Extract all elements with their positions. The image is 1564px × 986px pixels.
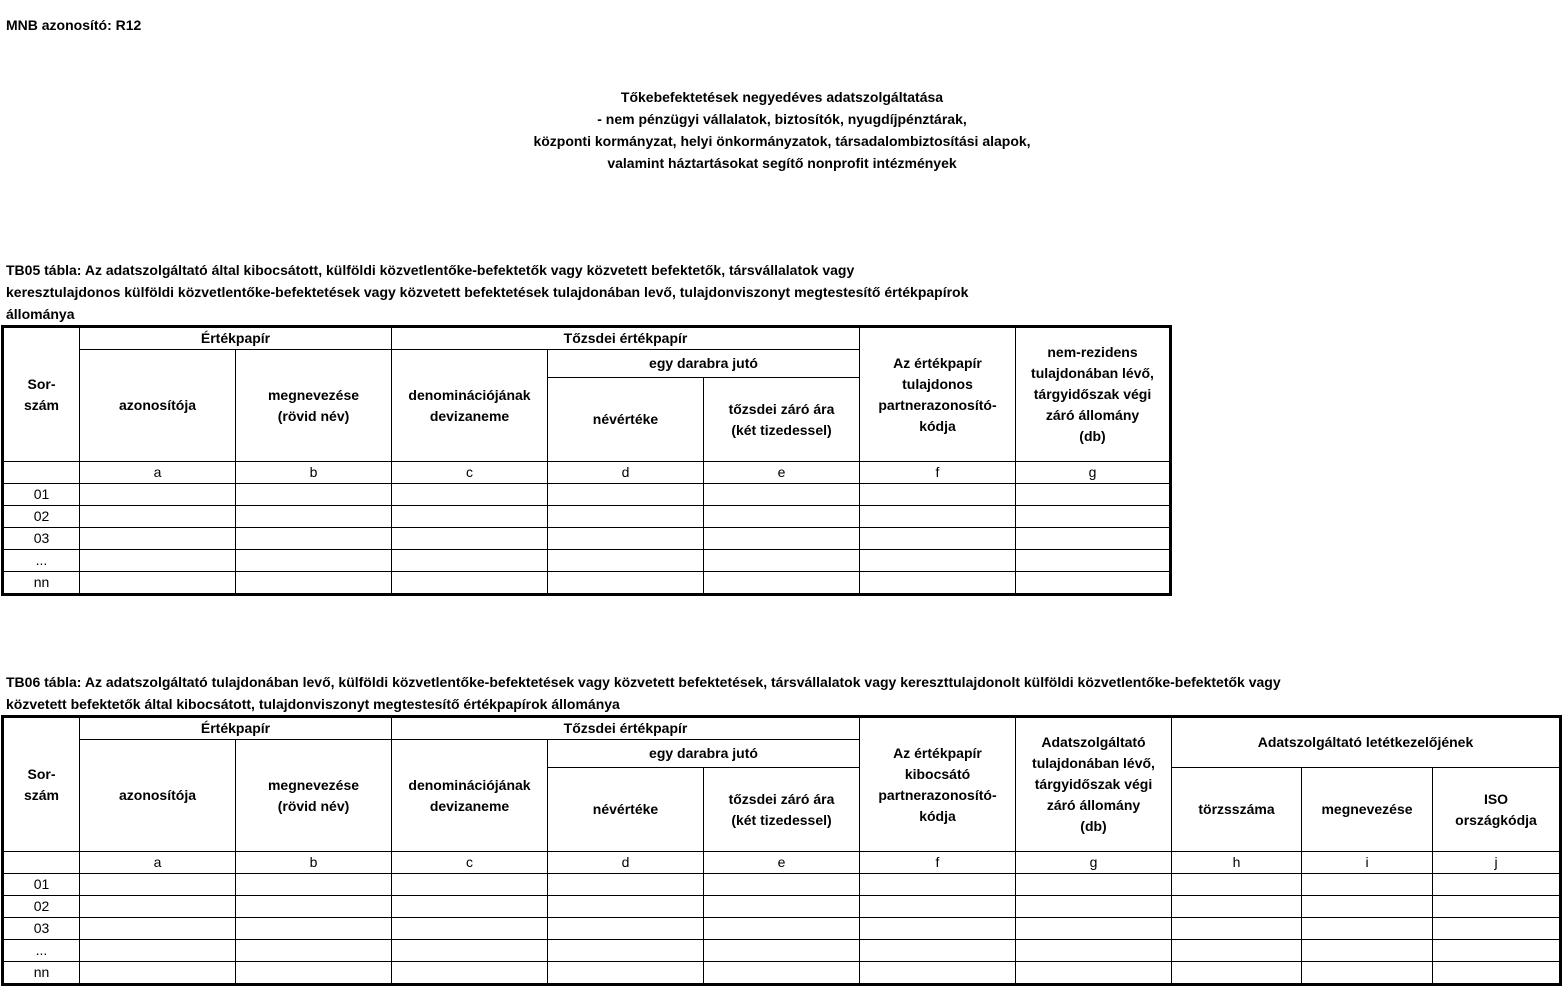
data-cell[interactable]: [236, 550, 392, 572]
letter-cell: g: [1016, 852, 1172, 874]
data-cell[interactable]: [860, 896, 1016, 918]
megnevezese-header: megnevezése (rövid név): [236, 350, 392, 462]
table-row: [3, 572, 1171, 595]
letter-cell: i: [1302, 852, 1433, 874]
row-number: 03: [3, 918, 80, 940]
nevertek-header: névértéke: [548, 768, 704, 852]
data-cell[interactable]: [860, 528, 1016, 550]
data-cell[interactable]: [1302, 874, 1433, 896]
data-cell[interactable]: [1016, 572, 1171, 595]
letter-cell: b: [236, 462, 392, 484]
custodian-header: Adatszolgáltató letétkezelőjének: [1172, 717, 1561, 768]
data-cell[interactable]: [548, 550, 704, 572]
data-cell[interactable]: [860, 572, 1016, 595]
data-cell[interactable]: [80, 528, 236, 550]
egy-darabra-header: egy darabra jutó: [548, 740, 860, 768]
data-cell[interactable]: [392, 940, 548, 962]
row-number: 01: [3, 874, 80, 896]
table-row: [3, 896, 1561, 918]
table-row: [3, 528, 1171, 550]
data-cell[interactable]: [1172, 940, 1302, 962]
data-cell[interactable]: [704, 550, 860, 572]
zaro-ar-header: tőzsdei záró ára (két tizedessel): [704, 378, 860, 462]
row-number: ...: [3, 550, 80, 572]
row-number: ...: [3, 940, 80, 962]
sorszam-header: Sor- szám: [3, 327, 80, 462]
data-cell[interactable]: [1433, 962, 1561, 985]
data-cell[interactable]: [704, 896, 860, 918]
letter-row: [3, 852, 1561, 874]
data-cell[interactable]: [236, 896, 392, 918]
data-cell[interactable]: [392, 550, 548, 572]
data-cell[interactable]: [236, 874, 392, 896]
caption-line: állománya: [6, 306, 75, 322]
egy-darabra-header: egy darabra jutó: [548, 350, 860, 378]
table-row: [3, 874, 1561, 896]
letter-cell: c: [392, 462, 548, 484]
letter-cell: h: [1172, 852, 1302, 874]
data-cell[interactable]: [1302, 896, 1433, 918]
table-row: [3, 484, 1171, 506]
data-cell[interactable]: [80, 506, 236, 528]
title-line: valamint háztartásokat segítő nonprofit intézmények: [607, 155, 957, 171]
data-cell[interactable]: [1302, 962, 1433, 985]
data-cell[interactable]: [860, 506, 1016, 528]
data-cell[interactable]: [860, 962, 1016, 985]
data-cell[interactable]: [392, 506, 548, 528]
data-cell[interactable]: [704, 874, 860, 896]
row-number: nn: [3, 572, 80, 595]
data-cell[interactable]: [1016, 940, 1172, 962]
data-cell[interactable]: [80, 874, 236, 896]
letter-cell: a: [80, 852, 236, 874]
caption-line: TB06 tábla: Az adatszolgáltató tulajdonában levő, külföldi közvetlentőke-befektetések vagy közvetett befektetések, társvállalatok vagy kereszttulajdonolt külföldi közvetlentőke-befektetők vagy: [6, 674, 1281, 690]
data-cell[interactable]: [860, 550, 1016, 572]
caption-line: keresztulajdonos külföldi közvetlentőke-befektetések vagy közvetett befektetések tulajdonában levő, tulajdonviszonyt megtestesítő értékpapírok: [6, 284, 969, 300]
title-line: Tőkebefektetések negyedéves adatszolgáltatása: [620, 89, 944, 105]
data-cell[interactable]: [1433, 940, 1561, 962]
data-cell[interactable]: [1302, 940, 1433, 962]
data-cell[interactable]: [1172, 962, 1302, 985]
data-cell[interactable]: [80, 572, 236, 595]
data-cell[interactable]: [1172, 896, 1302, 918]
data-cell[interactable]: [236, 962, 392, 985]
data-cell[interactable]: [236, 528, 392, 550]
data-cell[interactable]: [548, 528, 704, 550]
data-cell[interactable]: [80, 484, 236, 506]
data-cell[interactable]: [548, 962, 704, 985]
data-cell[interactable]: [548, 506, 704, 528]
mnb-identifier: MNB azonosító: R12: [6, 17, 142, 33]
data-cell[interactable]: [704, 506, 860, 528]
letter-cell: a: [80, 462, 236, 484]
ertekpapir-header: Értékpapír: [80, 327, 392, 350]
data-cell[interactable]: [392, 572, 548, 595]
data-cell[interactable]: [860, 918, 1016, 940]
data-cell[interactable]: [704, 962, 860, 985]
row-number: 02: [3, 896, 80, 918]
letter-row: [3, 462, 1171, 484]
table-row: [3, 506, 1171, 528]
iso-header: ISO országkódja: [1433, 768, 1561, 852]
ertekpapir-header: Értékpapír: [80, 717, 392, 740]
data-cell[interactable]: [236, 506, 392, 528]
data-cell[interactable]: [704, 484, 860, 506]
denominacio-header: denominációjának devizaneme: [392, 740, 548, 852]
denominacio-header: denominációjának devizaneme: [392, 350, 548, 462]
data-cell[interactable]: [80, 896, 236, 918]
data-cell[interactable]: [1016, 896, 1172, 918]
data-cell[interactable]: [860, 874, 1016, 896]
custodian-name-header: megnevezése: [1302, 768, 1433, 852]
data-cell[interactable]: [236, 940, 392, 962]
letter-cell: d: [548, 462, 704, 484]
data-cell[interactable]: [548, 484, 704, 506]
data-cell[interactable]: [392, 918, 548, 940]
data-cell[interactable]: [236, 484, 392, 506]
data-cell[interactable]: [236, 918, 392, 940]
data-cell[interactable]: [80, 918, 236, 940]
azonositoja-header: azonosítója: [80, 350, 236, 462]
table-row: [3, 918, 1561, 940]
data-cell[interactable]: [1433, 874, 1561, 896]
data-cell[interactable]: [392, 528, 548, 550]
data-cell[interactable]: [392, 896, 548, 918]
data-cell[interactable]: [1433, 918, 1561, 940]
azonositoja-header: azonosítója: [80, 740, 236, 852]
torzsszama-header: törzsszáma: [1172, 768, 1302, 852]
letter-cell: f: [860, 852, 1016, 874]
data-cell[interactable]: [860, 484, 1016, 506]
partner-code-header: Az értékpapír kibocsátó partnerazonosító- kódja: [860, 717, 1016, 852]
letter-cell: e: [704, 462, 860, 484]
title-line: központi kormányzat, helyi önkormányzatok, társadalombiztosítási alapok,: [533, 133, 1031, 149]
table-row: [3, 940, 1561, 962]
data-cell[interactable]: [548, 874, 704, 896]
data-cell[interactable]: [548, 572, 704, 595]
nevertek-header: névértéke: [548, 378, 704, 462]
data-cell[interactable]: [548, 896, 704, 918]
data-cell[interactable]: [1172, 918, 1302, 940]
data-cell[interactable]: [1172, 874, 1302, 896]
tozsdei-header: Tőzsdei értékpapír: [392, 327, 860, 350]
data-cell[interactable]: [80, 940, 236, 962]
data-cell[interactable]: [704, 918, 860, 940]
document-title: [0, 86, 1564, 174]
data-cell[interactable]: [548, 940, 704, 962]
letter-cell: [3, 462, 80, 484]
data-cell[interactable]: [236, 572, 392, 595]
holdings-header: nem-rezidens tulajdonában lévő, tárgyidőszak végi záró állomány (db): [1016, 327, 1171, 462]
row-number: nn: [3, 962, 80, 985]
data-cell[interactable]: [1016, 506, 1171, 528]
title-line: - nem pénzügyi vállalatok, biztosítók, nyugdíjpénztárak,: [597, 111, 967, 127]
partner-code-header: Az értékpapír tulajdonos partnerazonosító- kódja: [860, 327, 1016, 462]
letter-cell: e: [704, 852, 860, 874]
table-row: [3, 550, 1171, 572]
holdings-header: Adatszolgáltató tulajdonában lévő, tárgyidőszak végi záró állomány (db): [1016, 717, 1172, 852]
letter-cell: f: [860, 462, 1016, 484]
data-cell[interactable]: [1016, 528, 1171, 550]
data-cell[interactable]: [1433, 896, 1561, 918]
tb06-table: [1, 715, 1562, 986]
table-row: [3, 962, 1561, 985]
data-cell[interactable]: [704, 940, 860, 962]
data-cell[interactable]: [548, 918, 704, 940]
row-number: 02: [3, 506, 80, 528]
row-number: 03: [3, 528, 80, 550]
data-cell[interactable]: [392, 484, 548, 506]
data-cell[interactable]: [860, 940, 1016, 962]
data-cell[interactable]: [1016, 962, 1172, 985]
data-cell[interactable]: [80, 550, 236, 572]
caption-line: közvetett befektetők által kibocsátott, tulajdonviszonyt megtestesítő értékpapírok állománya: [6, 696, 620, 712]
tb05-caption: [6, 259, 1176, 325]
data-cell[interactable]: [1016, 484, 1171, 506]
row-number: 01: [3, 484, 80, 506]
tb06-caption: [6, 671, 1556, 715]
tb05-table: [1, 325, 1172, 596]
zaro-ar-header: tőzsdei záró ára (két tizedessel): [704, 768, 860, 852]
data-cell[interactable]: [704, 528, 860, 550]
megnevezese-header: megnevezése (rövid név): [236, 740, 392, 852]
data-cell[interactable]: [392, 874, 548, 896]
data-cell[interactable]: [704, 572, 860, 595]
data-cell[interactable]: [392, 962, 548, 985]
letter-cell: [3, 852, 80, 874]
data-cell[interactable]: [1016, 550, 1171, 572]
sorszam-header: Sor- szám: [3, 717, 80, 852]
data-cell[interactable]: [80, 962, 236, 985]
letter-cell: c: [392, 852, 548, 874]
data-cell[interactable]: [1016, 918, 1172, 940]
letter-cell: b: [236, 852, 392, 874]
letter-cell: g: [1016, 462, 1171, 484]
data-cell[interactable]: [1302, 918, 1433, 940]
caption-line: TB05 tábla: Az adatszolgáltató által kibocsátott, külföldi közvetlentőke-befektetők vagy közvetett befektetők, társvállalatok vagy: [6, 262, 855, 278]
data-cell[interactable]: [1016, 874, 1172, 896]
tozsdei-header: Tőzsdei értékpapír: [392, 717, 860, 740]
letter-cell: j: [1433, 852, 1561, 874]
letter-cell: d: [548, 852, 704, 874]
